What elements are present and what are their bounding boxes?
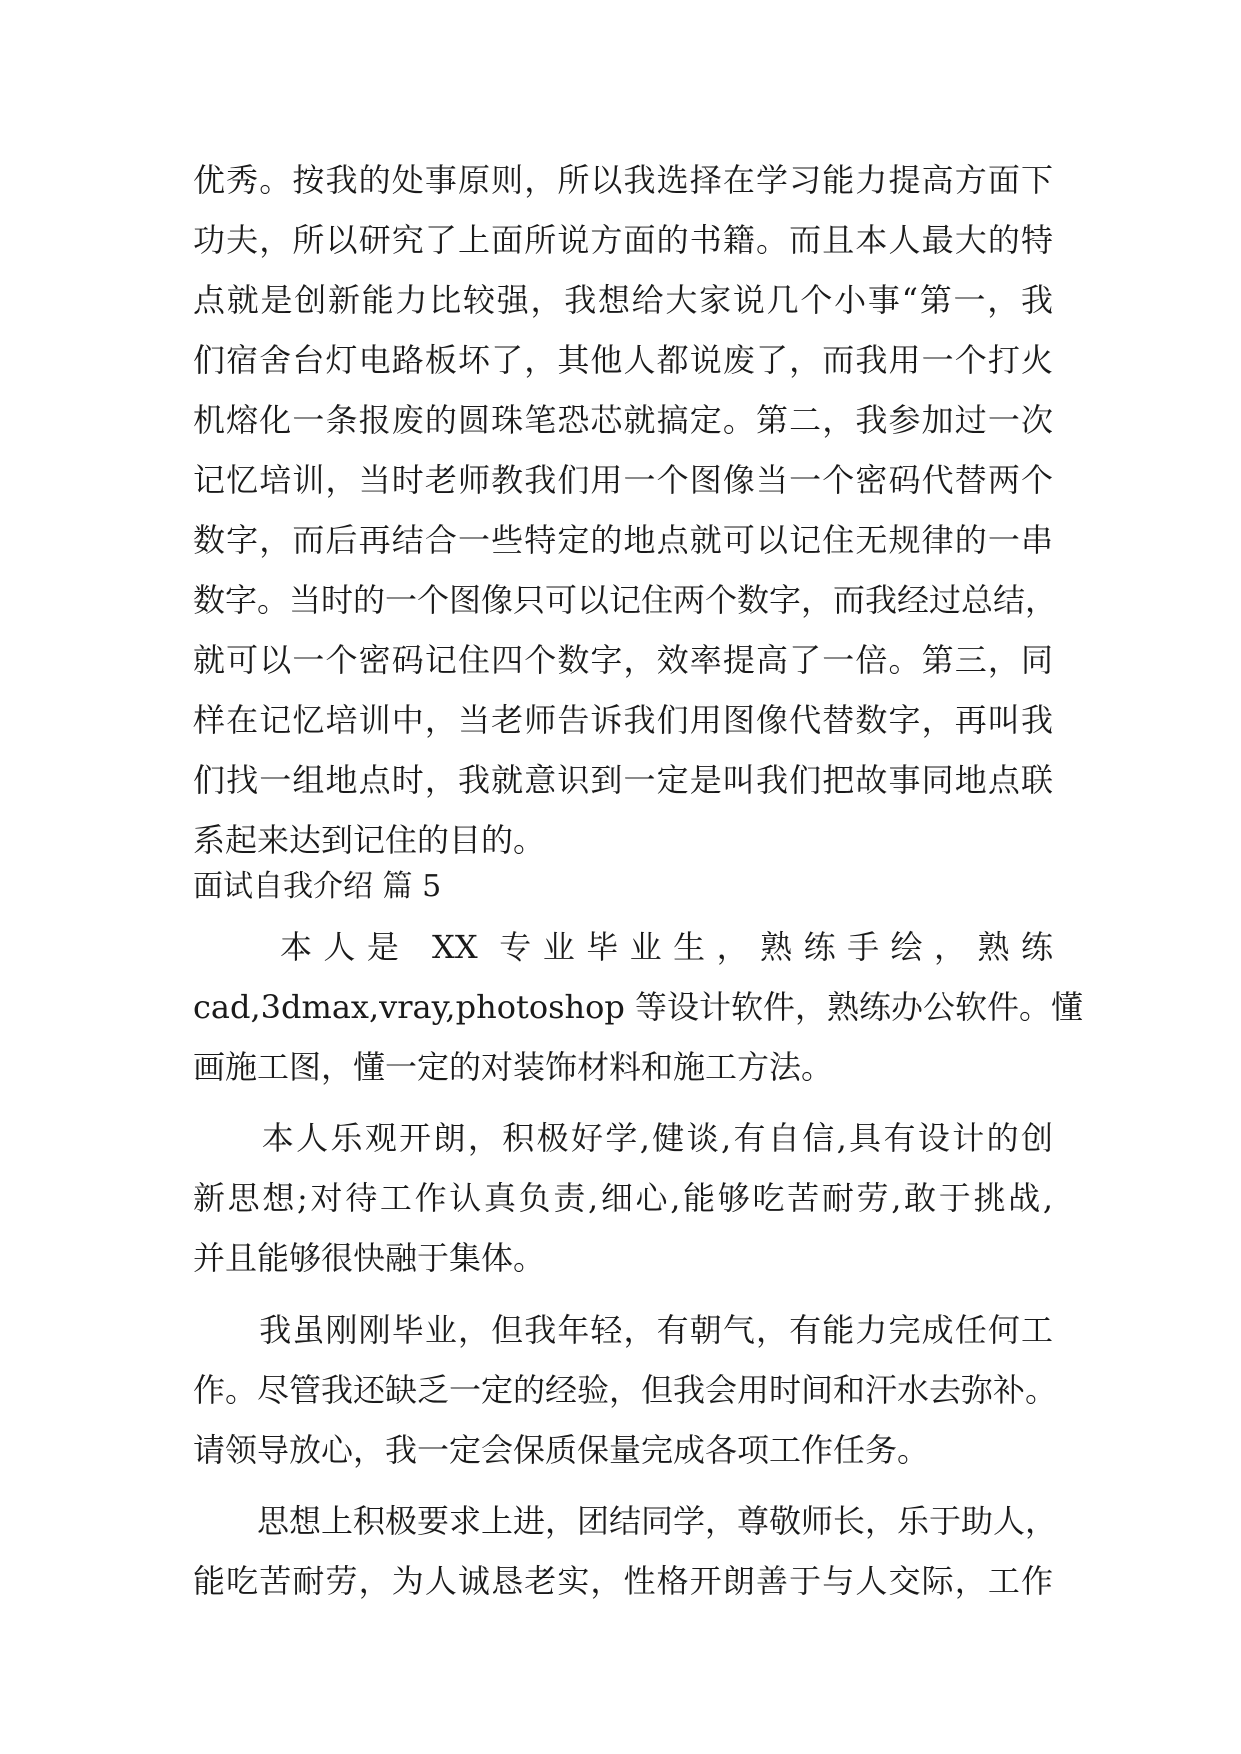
text-line: 就可以一个密码记住四个数字，效率提高了一倍。第三，同 bbox=[193, 641, 1053, 679]
text-line: 优秀。按我的处事原则，所以我选择在学习能力提高方面下 bbox=[193, 161, 1053, 199]
text-line: 样在记忆培训中，当老师告诉我们用图像代替数字，再叫我 bbox=[193, 701, 1053, 739]
text-line: cad,3dmax,vray,photoshop 等设计软件，熟练办公软件。懂 bbox=[193, 988, 1084, 1026]
text-line: 我虽刚刚毕业，但我年轻，有朝气，有能力完成任何工 bbox=[193, 1311, 1053, 1349]
text-line: 系起来达到记住的目的。 bbox=[193, 821, 546, 859]
paragraph-skills bbox=[193, 917, 1084, 1097]
text-line: 本人乐观开朗，积极好学,健谈,有自信,具有设计的创 bbox=[193, 1119, 1053, 1157]
text-line: 思想上积极要求上进，团结同学，尊敬师长，乐于助人， bbox=[193, 1502, 1058, 1540]
paragraph-commitment bbox=[193, 1300, 1058, 1480]
text-line: 能吃苦耐劳，为人诚恳老实，性格开朗善于与人交际，工作 bbox=[193, 1562, 1053, 1600]
text-line: 数字，而后再结合一些特定的地点就可以记住无规律的一串 bbox=[193, 521, 1053, 559]
paragraph-memory-training bbox=[193, 150, 1058, 870]
text-line: 并且能够很快融于集体。 bbox=[193, 1239, 546, 1277]
text-line: 功夫，所以研究了上面所说方面的书籍。而且本人最大的特 bbox=[193, 221, 1053, 259]
text-line: 数字。当时的一个图像只可以记住两个数字，而我经过总结， bbox=[193, 581, 1058, 619]
paragraph-attitude bbox=[193, 1491, 1058, 1611]
text-line: 们宿舍台灯电路板坏了，其他人都说废了，而我用一个打火 bbox=[193, 341, 1053, 379]
text-line: 点就是创新能力比较强，我想给大家说几个小事“第一，我 bbox=[193, 281, 1053, 319]
paragraph-personality bbox=[193, 1108, 1053, 1288]
text-line: 请领导放心，我一定会保质保量完成各项工作任务。 bbox=[193, 1431, 930, 1469]
section-heading: 面试自我介绍 篇 5 bbox=[193, 869, 442, 904]
text-line: 新思想;对待工作认真负责,细心,能够吃苦耐劳,敢于挑战, bbox=[193, 1179, 1053, 1217]
text-line: 作。尽管我还缺乏一定的经验，但我会用时间和汗水去弥补。 bbox=[193, 1371, 1058, 1409]
text-line: 记忆培训，当时老师教我们用一个图像当一个密码代替两个 bbox=[193, 461, 1053, 499]
text-line: 们找一组地点时，我就意识到一定是叫我们把故事同地点联 bbox=[193, 761, 1053, 799]
text-line: 机熔化一条报废的圆珠笔恐芯就搞定。第二，我参加过一次 bbox=[193, 401, 1053, 439]
text-line: 本人是 XX 专业毕业生，熟练手绘，熟练 bbox=[193, 928, 1053, 966]
text-line: 画施工图，懂一定的对装饰材料和施工方法。 bbox=[193, 1048, 834, 1086]
